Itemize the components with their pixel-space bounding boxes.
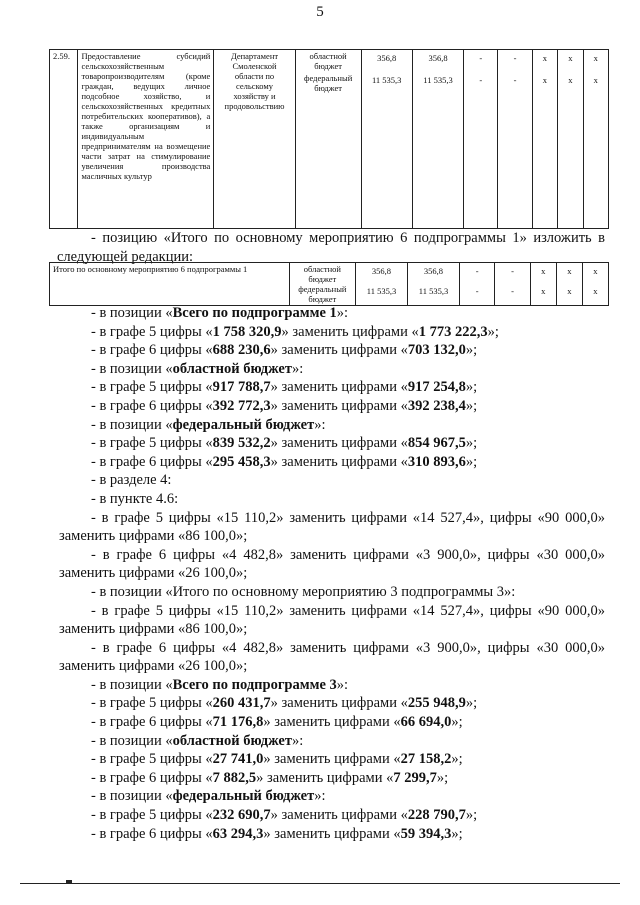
source-federal: федеральный бюджет: [303, 73, 353, 93]
text-line: - в позиции «Всего по подпрограмме 1»:: [91, 305, 349, 321]
value-cell: -: [511, 286, 514, 296]
table-row: [50, 50, 609, 229]
text-line: - в позиции «Всего по подпрограмме 3»:: [91, 676, 349, 693]
col-indicator-3: [582, 263, 608, 306]
value-cell: х: [593, 75, 598, 85]
text-line: - в графе 6 цифры «71 176,8» заменить цифрами «66 694,0»;: [91, 714, 463, 731]
executor: Департамент Смоленской области по сельскому хозяйству и продовольствию: [214, 50, 295, 229]
text-line: - в графе 5 цифры «27 741,0» заменить цифрами «27 158,2»;: [91, 751, 463, 768]
value-cell: х: [567, 286, 572, 296]
source-federal: федеральный бюджет: [298, 284, 347, 304]
value-cell: -: [513, 53, 517, 63]
value-cell: х: [541, 286, 546, 296]
value-cell: х: [568, 75, 573, 85]
col-total: [355, 263, 407, 306]
col-year-2: [459, 263, 494, 306]
funding-sources: [295, 50, 361, 229]
text-line: - в графе 5 цифры «1 758 320,9» заменить цифрами «1 773 222,3»;: [91, 323, 499, 340]
col-year-3: [495, 263, 530, 306]
text-line: - в графе 6 цифры «392 772,3» заменить цифрами «392 238,4»;: [91, 397, 478, 414]
value-cell: -: [475, 266, 479, 276]
text-line: - в пункте 4.6:: [91, 490, 179, 507]
text-line: заменить цифрами «26 100,0»;: [59, 565, 248, 582]
text-line: - в графе 6 цифры «4 482,8» заменить цифрами «3 900,0», цифры «30 000,0»: [91, 639, 605, 656]
text-line: - в графе 6 цифры «63 294,3» заменить цифрами «59 394,3»;: [91, 825, 463, 842]
value-cell: 356,8: [428, 53, 448, 63]
intro-line-1: - позицию «Итого по основному мероприятию 6 подпрограммы 1» изложить в: [91, 230, 605, 246]
value-cell: 356,8: [377, 53, 397, 63]
footer-mark: [66, 880, 72, 884]
value-cell: х: [542, 53, 548, 63]
source-regional: областной бюджет: [309, 51, 347, 71]
text-line: - в позиции «федеральный бюджет»:: [91, 788, 326, 805]
value-cell: х: [542, 75, 548, 85]
amendments-text: [59, 304, 605, 843]
page-number: 5: [316, 4, 324, 20]
text-line: - в графе 5 цифры «260 431,7» заменить цифрами «255 948,9»;: [91, 695, 478, 712]
text-line: - в графе 5 цифры «15 110,2» заменить цифрами «14 527,4», цифры «90 000,0»: [91, 602, 605, 619]
intro-paragraph: [59, 229, 605, 266]
intro-line-2: следующей редакции:: [57, 248, 194, 265]
text-line: - в позиции «федеральный бюджет»:: [91, 416, 326, 433]
text-line: заменить цифрами «86 100,0»;: [59, 621, 248, 638]
value-cell: 11 535,3: [418, 286, 449, 296]
text-line: - в разделе 4:: [91, 472, 172, 489]
text-line: заменить цифрами «86 100,0»;: [59, 528, 248, 545]
value-cell: 356,8: [423, 266, 444, 276]
text-line: - в графе 5 цифры «917 788,7» заменить цифрами «917 254,8»;: [91, 379, 478, 396]
source-regional: областной бюджет: [303, 264, 341, 284]
text-line: - в графе 6 цифры «688 230,6» заменить цифрами «703 132,0»;: [91, 342, 478, 359]
row-number: 2.59.: [50, 50, 78, 229]
text-line: - в графе 6 цифры «4 482,8» заменить цифрами «3 900,0», цифры «30 000,0»: [91, 546, 605, 563]
value-cell: х: [541, 266, 546, 276]
col-year-2: [464, 50, 498, 229]
program-table-total-row: [49, 262, 609, 306]
value-cell: х: [593, 286, 598, 296]
text-line: - в графе 6 цифры «7 882,5» заменить цифрами «7 299,7»;: [91, 769, 449, 786]
col-year-3: [498, 50, 532, 229]
table-row: [50, 263, 609, 306]
text-line: - в графе 6 цифры «295 458,3» заменить цифрами «310 893,6»;: [91, 453, 478, 470]
col-indicator-3: [583, 50, 608, 229]
value-cell: х: [567, 266, 572, 276]
col-year-1: [412, 50, 463, 229]
value-cell: -: [479, 53, 483, 63]
funding-sources: [289, 263, 355, 306]
value-cell: 11 535,3: [423, 75, 453, 85]
text-line: - в графе 5 цифры «15 110,2» заменить цифрами «14 527,4», цифры «90 000,0»: [91, 509, 605, 526]
value-cell: х: [568, 53, 573, 63]
col-year-1: [407, 263, 459, 306]
text-line: - в позиции «Итого по основному мероприятию 3 подпрограммы 3»:: [91, 583, 516, 600]
value-cell: -: [479, 75, 483, 85]
text-line: - в графе 5 цифры «232 690,7» заменить цифрами «228 790,7»;: [91, 807, 478, 824]
value-cell: 356,8: [371, 266, 392, 276]
value-cell: 11 535,3: [371, 75, 402, 85]
measure-name: Предоставление субсидий сельскохозяйственным товаропроизводителям (кроме граждан, ведущих личное подсобное хозяйство, и сельскохозяйственных кредитных потребительских кооперативов), а также организациям и индивидуальным предпринимателям на возмещение части затрат на стимулирование увеличения производства масличных культур: [78, 50, 214, 229]
value-cell: 11 535,3: [366, 286, 397, 296]
value-cell: -: [475, 286, 479, 296]
col-total: [361, 50, 412, 229]
footer-divider: [20, 883, 620, 884]
col-indicator-1: [532, 50, 557, 229]
col-indicator-2: [556, 263, 582, 306]
value-cell: х: [593, 266, 598, 276]
text-line: - в позиции «областной бюджет»:: [91, 732, 304, 749]
value-cell: -: [513, 75, 517, 85]
text-line: заменить цифрами «26 100,0»;: [59, 658, 248, 675]
text-line: - в графе 5 цифры «839 532,2» заменить цифрами «854 967,5»;: [91, 435, 478, 452]
program-table-row-2-59: [49, 49, 609, 229]
col-indicator-2: [558, 50, 583, 229]
text-line: - в позиции «областной бюджет»:: [91, 360, 304, 377]
value-cell: -: [511, 266, 514, 276]
total-label: Итого по основному мероприятию 6 подпрограммы 1: [50, 263, 290, 306]
value-cell: х: [593, 53, 598, 63]
col-indicator-1: [530, 263, 556, 306]
